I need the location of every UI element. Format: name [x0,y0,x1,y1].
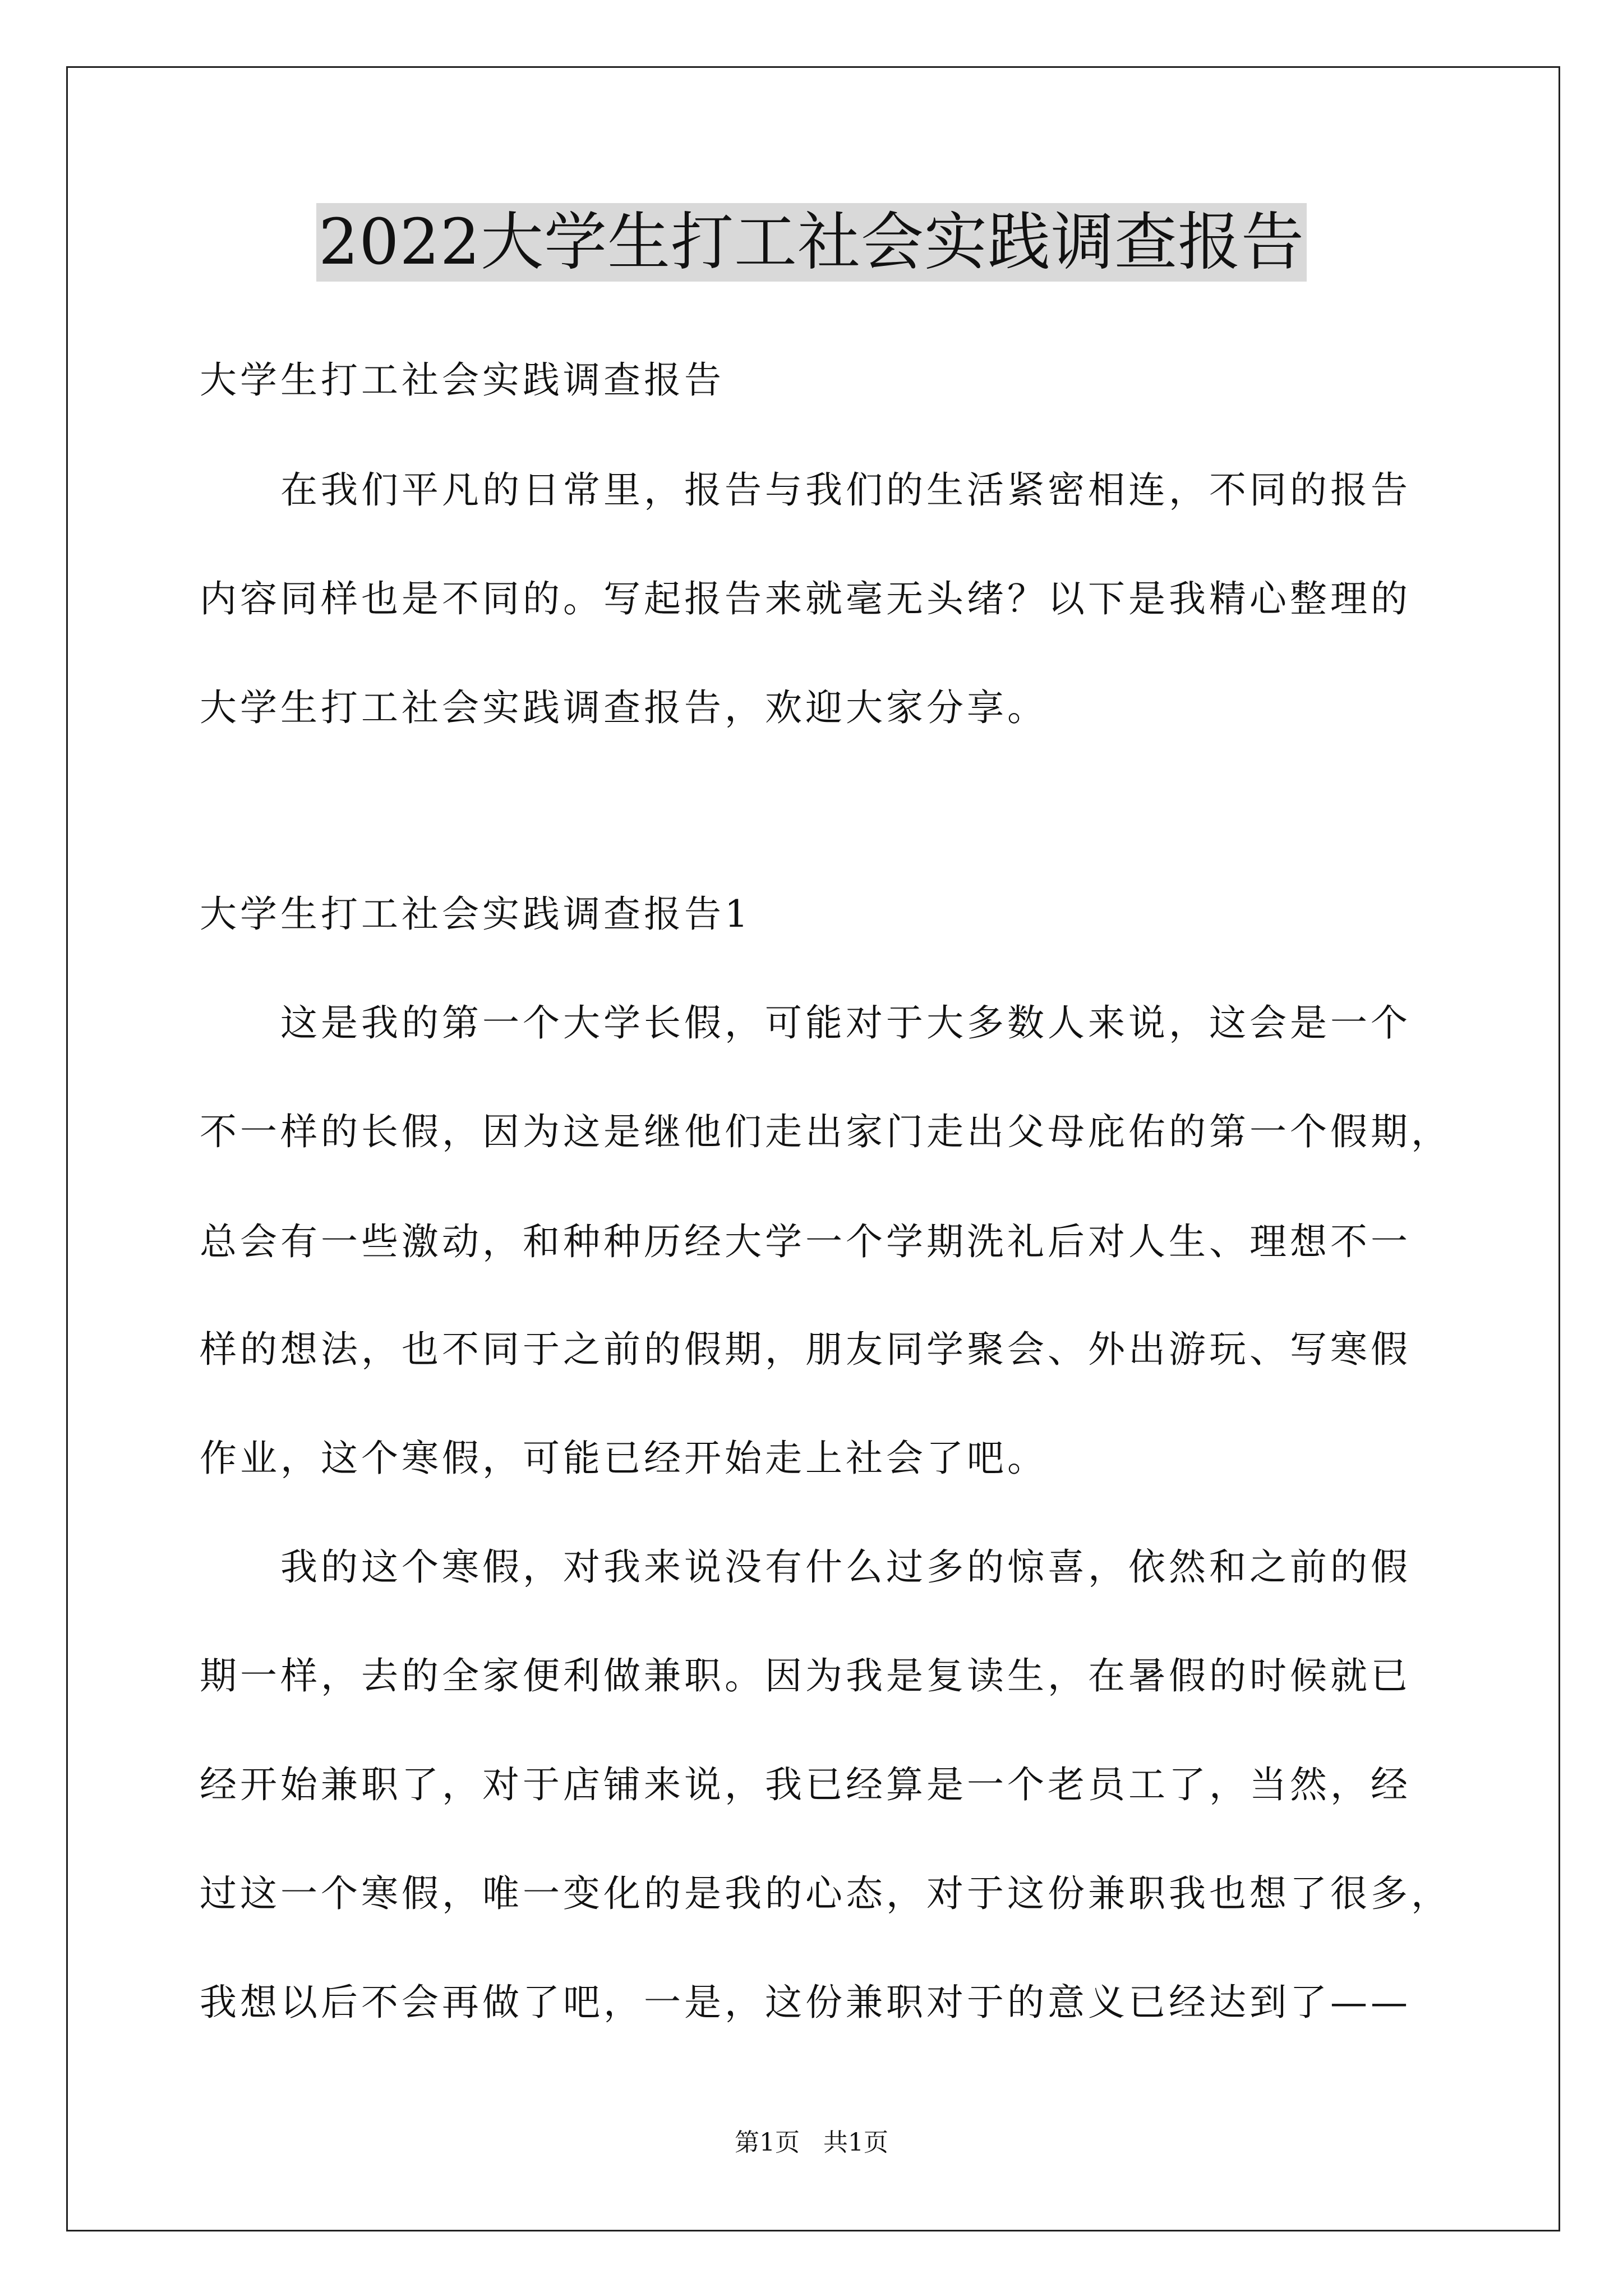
subtitle-line: 大学生打工社会实践调查报告 [200,358,725,402]
page-number: 第1页 [735,2128,800,2157]
paragraph-line: 作业，这个寒假，可能已经开始走上社会了吧。 [200,1437,1048,1480]
document-title: 2022大学生打工社会实践调查报告 [316,203,1307,282]
paragraph-line: 内容同样也是不同的。写起报告来就毫无头绪？以下是我精心整理的 [200,577,1411,620]
paragraph-line: 我想以后不会再做了吧，一是，这份兼职对于的意义已经达到了—— [200,1981,1411,2024]
title-container [0,203,1623,282]
page-total: 共1页 [823,2128,888,2157]
section-heading: 大学生打工社会实践调查报告1 [200,892,751,936]
paragraph-line: 经开始兼职了，对于店铺来说，我已经算是一个老员工了，当然，经 [200,1763,1411,1806]
paragraph-line: 期一样，去的全家便利做兼职。因为我是复读生，在暑假的时候就已 [200,1654,1411,1697]
paragraph-line: 样的想法，也不同于之前的假期，朋友同学聚会、外出游玩、写寒假 [200,1328,1411,1371]
paragraph-line: 这是我的第一个大学长假，可能对于大多数人来说，这会是一个 [200,1001,1411,1045]
page-footer [0,2126,1623,2160]
paragraph-line: 大学生打工社会实践调查报告，欢迎大家分享。 [200,686,1048,729]
paragraph-line: 不一样的长假，因为这是继他们走出家门走出父母庇佑的第一个假期， [200,1110,1451,1153]
paragraph-line: 在我们平凡的日常里，报告与我们的生活紧密相连，不同的报告 [200,468,1411,512]
paragraph-line: 我的这个寒假，对我来说没有什么过多的惊喜，依然和之前的假 [200,1545,1411,1589]
paragraph-line: 总会有一些激动，和种种历经大学一个学期洗礼后对人生、理想不一 [200,1220,1411,1263]
paragraph-line: 过这一个寒假，唯一变化的是我的心态，对于这份兼职我也想了很多， [200,1872,1451,1915]
